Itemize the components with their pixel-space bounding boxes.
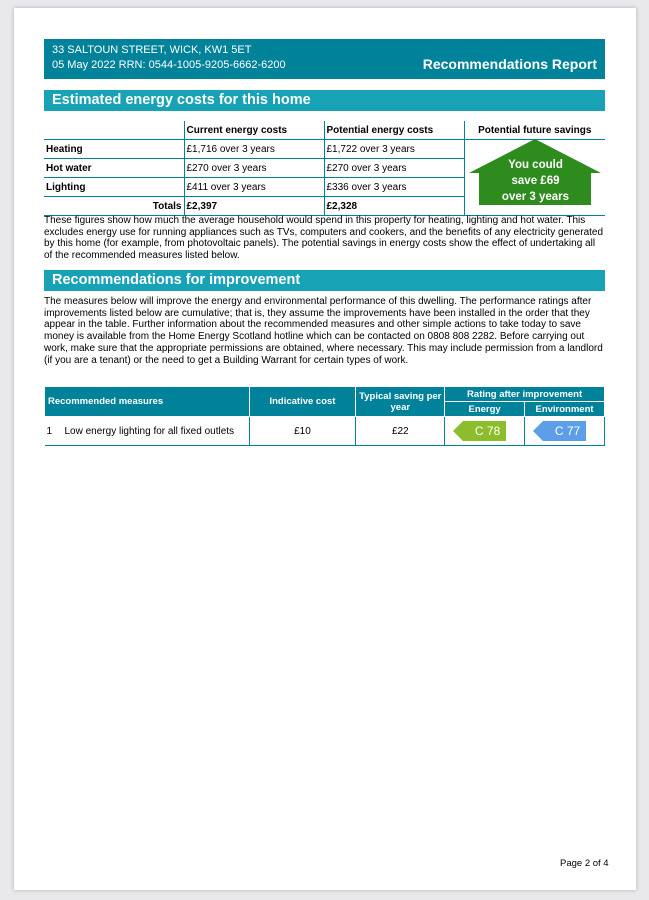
potential-cost: £270 over 3 years: [324, 159, 464, 178]
savings-line-3: over 3 years: [501, 191, 570, 203]
cost-cell: £10: [249, 417, 356, 446]
recs-header-row-1: [45, 387, 605, 402]
environment-header: Environment: [525, 402, 605, 417]
potential-costs-header: Potential energy costs: [324, 121, 464, 140]
environment-rating-arrow: C 77: [543, 421, 586, 441]
energy-header: Energy: [445, 402, 525, 417]
costs-header-row: [44, 121, 605, 140]
energy-costs-heading: Estimated energy costs for this home: [44, 90, 605, 111]
row-label: Lighting: [44, 178, 184, 197]
environment-rating-cell: [525, 417, 605, 446]
report-header: [44, 39, 605, 79]
savings-line-1: You could: [508, 159, 563, 171]
recommendation-row: [45, 417, 605, 446]
savings-house-graphic: [468, 139, 603, 209]
property-address: 33 SALTOUN STREET, WICK, KW1 5ET: [52, 44, 252, 56]
savings-line-2: save £69: [511, 175, 560, 187]
report-title: Recommendations Report: [422, 56, 597, 72]
measure-text: Low energy lighting for all fixed outlets: [64, 425, 235, 437]
savings-text: [468, 157, 603, 205]
recommendations-heading: Recommendations for improvement: [44, 270, 605, 291]
recommendations-explanation: The measures below will improve the energy and environmental performance of this dwelling. The performance ratings after improvements listed below are cumulative; that is, they assume the improvements have been installed in the order that they appear in the table. Further information about the recommended measures and other simple actions to take today to save money is available from the Home Energy Scotland hotline which can be contacted on 0808 808 2282. Before carrying out work, make sure that the appropriate permissions are obtained, where necessary. This may include permission from a landlord (if you are a tenant) or the need to get a Building Warrant for certain types of work.: [44, 296, 603, 366]
current-cost: £270 over 3 years: [184, 159, 324, 178]
date-rrn: 05 May 2022 RRN: 0544-1005-9205-6662-6200: [52, 59, 286, 71]
costs-blank-header: [44, 121, 184, 140]
total-potential: £2,328: [324, 197, 464, 216]
saving-header: Typical saving per year: [356, 387, 445, 417]
current-cost: £1,716 over 3 years: [184, 140, 324, 159]
total-current: £2,397: [184, 197, 324, 216]
report-page: [14, 8, 636, 890]
current-cost: £411 over 3 years: [184, 178, 324, 197]
measures-header: Recommended measures: [45, 387, 250, 417]
energy-rating-arrow: C 78: [463, 421, 506, 441]
costs-explanation: These figures show how much the average household would spend in this property for heating, lighting and hot water. This excludes energy use for running appliances such as TVs, computers and cookers, and the benefits of any electricity generated by this home (for example, from photovoltaic panels). The potential savings in energy costs show the effect of undertaking all of the recommended measures listed below.: [44, 215, 604, 262]
page-number: Page 2 of 4: [560, 858, 609, 869]
energy-rating-cell: [445, 417, 525, 446]
recommendations-table: [44, 386, 605, 446]
measure-number: 1: [46, 425, 53, 437]
potential-cost: £336 over 3 years: [324, 178, 464, 197]
row-label: Heating: [44, 140, 184, 159]
potential-cost: £1,722 over 3 years: [324, 140, 464, 159]
measure-cell: [45, 417, 250, 446]
totals-label: Totals: [44, 197, 184, 216]
header-address-block: [52, 43, 286, 73]
rating-header: Rating after improvement: [445, 387, 605, 402]
saving-cell: £22: [356, 417, 445, 446]
current-costs-header: Current energy costs: [184, 121, 324, 140]
cost-header: Indicative cost: [249, 387, 356, 417]
future-savings-header: Potential future savings: [464, 121, 605, 140]
row-label: Hot water: [44, 159, 184, 178]
